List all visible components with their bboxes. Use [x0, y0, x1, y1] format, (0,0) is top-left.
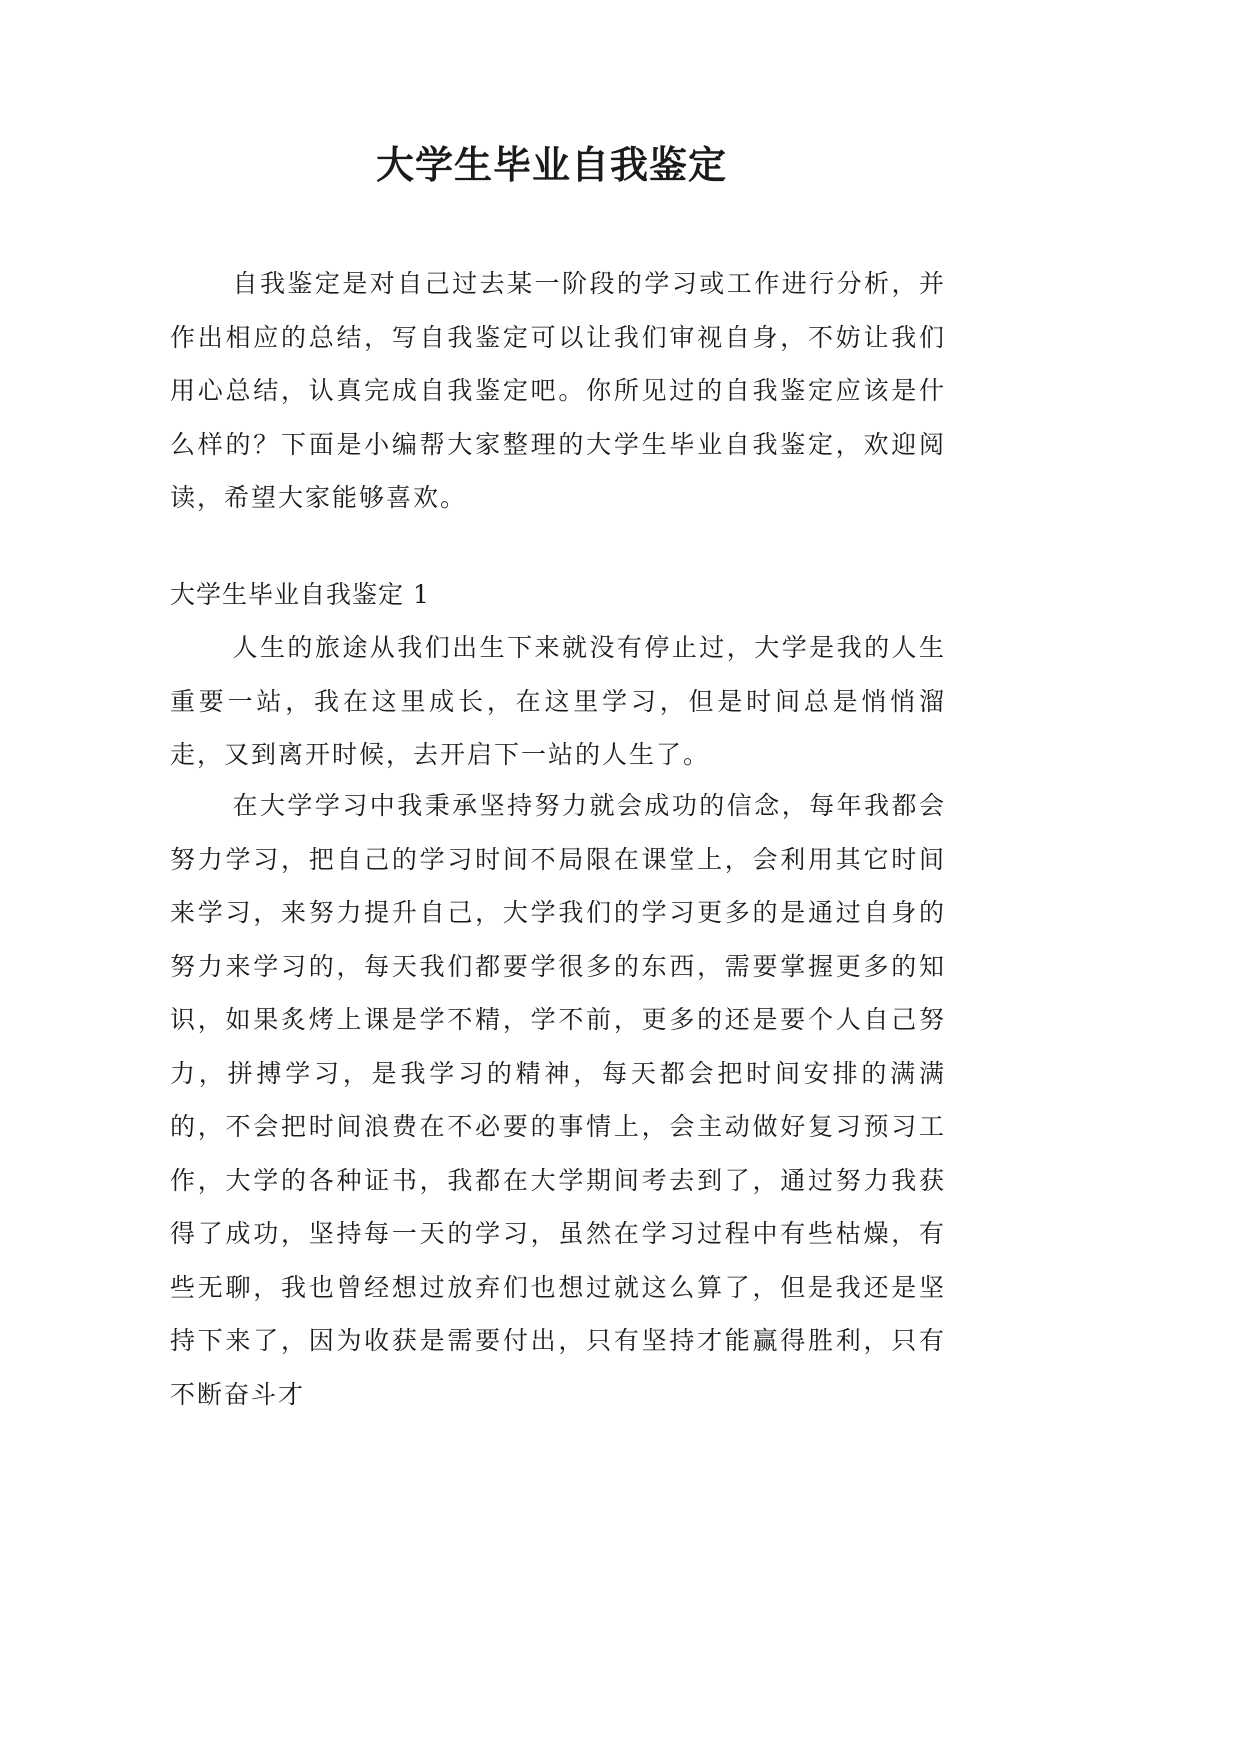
body-paragraph-2: 在大学学习中我秉承坚持努力就会成功的信念，每年我都会努力学习，把自己的学习时间不局限在课堂上，会利用其它时间来学习，来努力提升自己，大学我们的学习更多的是通过自身的努力来学习的，每天我们都要学很多的东西，需要掌握更多的知识，如果炙烤上课是学不精，学不前，更多的还是要个人自己努力，拼搏学习，是我学习的精神，每天都会把时间安排的满满的，不会把时间浪费在不必要的事情上，会主动做好复习预习工作，大学的各种证书，我都在大学期间考去到了，通过努力我获得了成功，坚持每一天的学习，虽然在学习过程中有些枯燥，有些无聊，我也曾经想过放弃们也想过就这么算了，但是我还是坚持下来了，因为收获是需要付出，只有坚持才能赢得胜利，只有不断奋斗才	[170, 791, 946, 1409]
body-paragraph-1: 人生的旅途从我们出生下来就没有停止过，大学是我的人生重要一站，我在这里成长，在这里学习，但是时间总是悄悄溜走，又到离开时候，去开启下一站的人生了。	[170, 633, 946, 769]
section-heading: 大学生毕业自我鉴定 1	[170, 580, 430, 609]
document-title: 大学生毕业自我鉴定	[375, 143, 727, 187]
intro-paragraph: 自我鉴定是对自己过去某一阶段的学习或工作进行分析，并作出相应的总结，写自我鉴定可以让我们审视自身，不妨让我们用心总结，认真完成自我鉴定吧。你所见过的自我鉴定应该是什么样的？下面是小编帮大家整理的大学生毕业自我鉴定，欢迎阅读，希望大家能够喜欢。	[170, 269, 946, 512]
